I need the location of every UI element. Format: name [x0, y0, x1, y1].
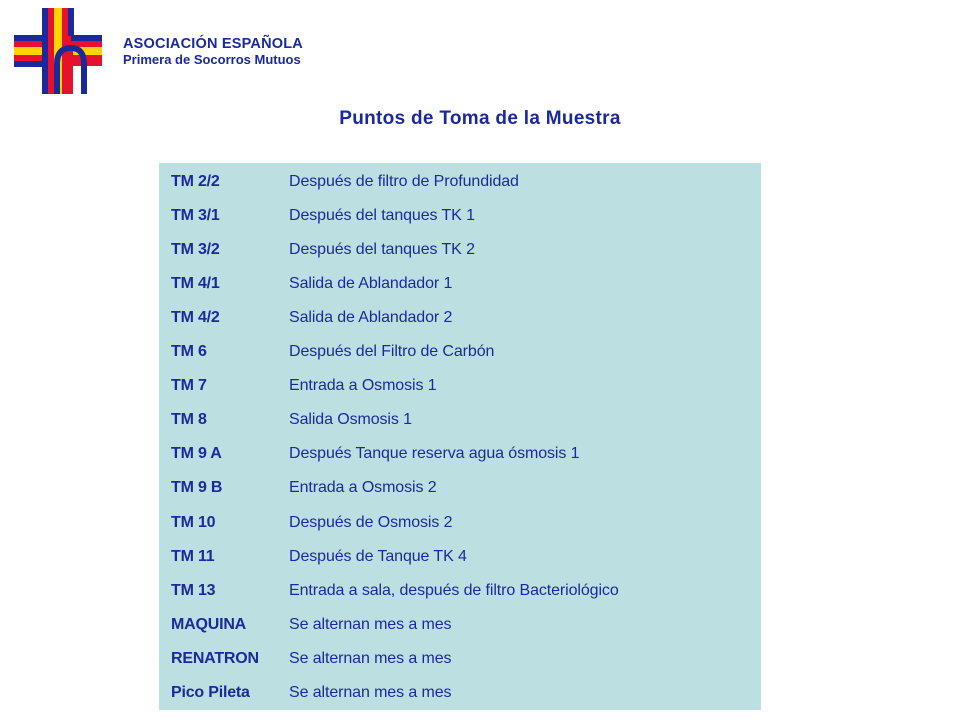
- organization-block: [123, 36, 303, 68]
- table-row: [159, 369, 761, 403]
- sample-point-code: TM 4/1: [171, 275, 220, 292]
- sample-point-code: RENATRON: [171, 650, 259, 667]
- table-row: [159, 506, 761, 540]
- sample-point-description: Después Tanque reserva agua ósmosis 1: [289, 445, 580, 462]
- page-title: Puntos de Toma de la Muestra: [339, 108, 621, 129]
- table-row: [159, 574, 761, 608]
- organization-subtitle: Primera de Socorros Mutuos: [123, 52, 301, 67]
- sample-point-description: Entrada a Osmosis 2: [289, 479, 437, 496]
- table-row: [159, 676, 761, 710]
- sample-point-code: TM 8: [171, 411, 207, 428]
- table-row: [159, 437, 761, 471]
- sample-point-code: Pico Pileta: [171, 684, 250, 701]
- sample-point-description: Después del tanques TK 2: [289, 241, 475, 258]
- sample-point-description: Después de Tanque TK 4: [289, 548, 467, 565]
- table-row: [159, 471, 761, 505]
- table-row: [159, 403, 761, 437]
- sample-point-code: TM 4/2: [171, 309, 220, 326]
- table-row: [159, 199, 761, 233]
- sample-point-description: Se alternan mes a mes: [289, 650, 452, 667]
- sample-point-description: Entrada a sala, después de filtro Bacteriológico: [289, 582, 619, 599]
- sample-point-code: TM 2/2: [171, 173, 220, 190]
- sample-point-code: TM 7: [171, 377, 207, 394]
- sample-point-description: Después de Osmosis 2: [289, 514, 453, 531]
- sample-point-code: TM 9 B: [171, 479, 223, 496]
- sample-point-description: Salida de Ablandador 2: [289, 309, 453, 326]
- sample-point-code: TM 3/2: [171, 241, 220, 258]
- sample-point-code: TM 3/1: [171, 207, 220, 224]
- sample-point-code: MAQUINA: [171, 616, 247, 633]
- organization-name: ASOCIACIÓN ESPAÑOLA: [123, 36, 303, 52]
- table-row: [159, 233, 761, 267]
- table-row: [159, 335, 761, 369]
- sample-point-description: Salida de Ablandador 1: [289, 275, 453, 292]
- sample-point-code: TM 10: [171, 514, 216, 531]
- sample-point-description: Se alternan mes a mes: [289, 684, 452, 701]
- table-row: [159, 165, 761, 199]
- sample-point-code: TM 13: [171, 582, 216, 599]
- sample-point-description: Después del tanques TK 1: [289, 207, 475, 224]
- asociacion-espanola-logo: [14, 8, 104, 96]
- sample-point-description: Salida Osmosis 1: [289, 411, 412, 428]
- table-row: [159, 301, 761, 335]
- sample-point-code: TM 11: [171, 548, 215, 565]
- sample-point-code: TM 6: [171, 343, 207, 360]
- sample-point-description: Después de filtro de Profundidad: [289, 173, 519, 190]
- sample-point-description: Se alternan mes a mes: [289, 616, 452, 633]
- table-row: [159, 642, 761, 676]
- sample-point-code: TM 9 A: [171, 445, 222, 462]
- sample-point-description: Entrada a Osmosis 1: [289, 377, 437, 394]
- sample-point-description: Después del Filtro de Carbón: [289, 343, 495, 360]
- table-row: [159, 540, 761, 574]
- table-row: [159, 608, 761, 642]
- sample-points-table: [159, 163, 761, 710]
- table-row: [159, 267, 761, 301]
